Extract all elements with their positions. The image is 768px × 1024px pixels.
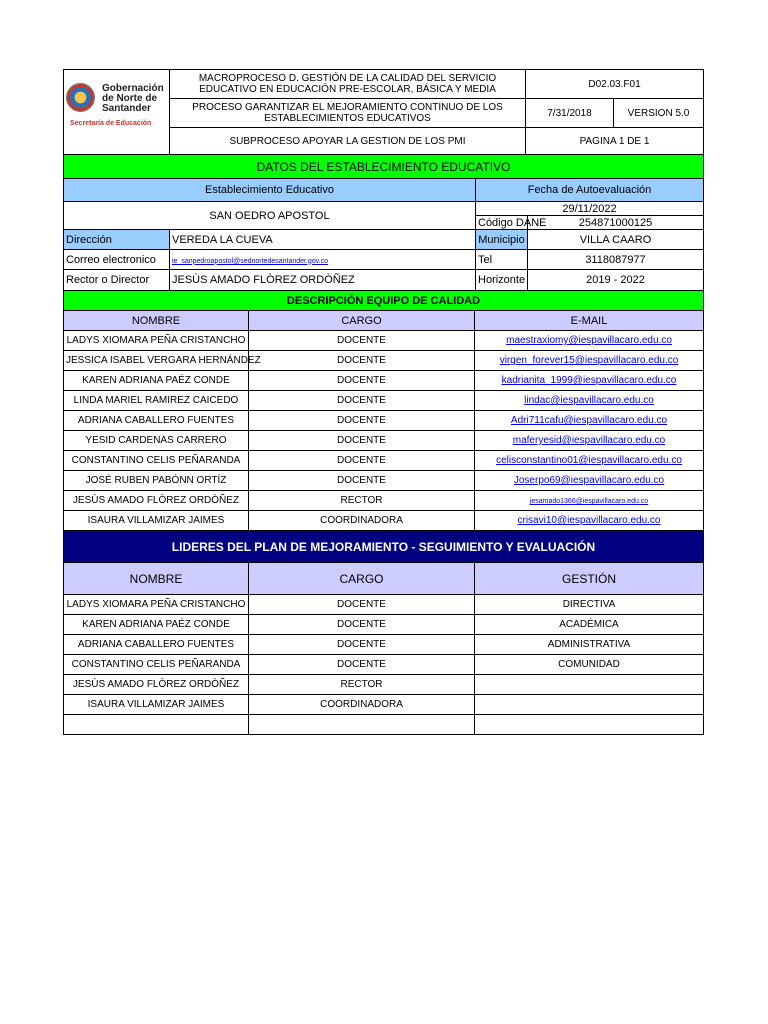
leader-cargo	[249, 715, 475, 735]
member-email-link[interactable]: kadrianita_1999@iespavillacaro.edu.co	[501, 375, 677, 386]
macroproceso-title: MACROPROCESO D. GESTIÓN DE LA CALIDAD DEL SERVICIO EDUCATIVO EN EDUCACIÓN PRE-ESCOLAR, BÁSICA Y MEDIA	[170, 70, 526, 99]
table-row	[64, 635, 704, 655]
lideres-col-nombre: NOMBRE	[64, 563, 249, 595]
member-cargo: DOCENTE	[249, 331, 475, 351]
equipo-title: DESCRIPCIÓN EQUIPO DE CALIDAD	[64, 291, 704, 311]
member-name: KAREN ADRIANA PAÉZ CONDE	[64, 371, 249, 391]
table-row	[64, 471, 704, 491]
lideres-col-cargo: CARGO	[249, 563, 475, 595]
member-cargo: DOCENTE	[249, 431, 475, 451]
leader-cargo: DOCENTE	[249, 595, 475, 615]
lideres-table	[63, 530, 704, 735]
leader-gestion	[475, 715, 704, 735]
member-name: CONSTANTINO CELIS PEÑARANDA	[64, 451, 249, 471]
leader-cargo: DOCENTE	[249, 615, 475, 635]
table-row	[64, 331, 704, 351]
member-name: ADRIANA CABALLERO FUENTES	[64, 411, 249, 431]
dane-value: 254871000125	[528, 216, 704, 230]
member-email-link[interactable]: maferyesid@iespavillacaro.edu.co	[512, 435, 666, 446]
horizonte-label: Horizonte	[476, 270, 528, 291]
equipo-col-cargo: CARGO	[249, 311, 475, 331]
member-cargo: DOCENTE	[249, 391, 475, 411]
member-name: ISAURA VILLAMIZAR JAIMES	[64, 511, 249, 531]
table-row	[64, 431, 704, 451]
member-cargo: DOCENTE	[249, 451, 475, 471]
leader-cargo: DOCENTE	[249, 655, 475, 675]
subproceso-title: SUBPROCESO APOYAR LA GESTION DE LOS PMI	[170, 128, 526, 155]
table-row	[64, 351, 704, 371]
leader-gestion: DIRECTIVA	[475, 595, 704, 615]
table-row	[64, 451, 704, 471]
member-cargo: RECTOR	[249, 491, 475, 511]
direccion-value: VEREDA LA CUEVA	[170, 230, 476, 250]
member-cargo: DOCENTE	[249, 411, 475, 431]
member-cargo: DOCENTE	[249, 371, 475, 391]
leader-name: KAREN ADRIANA PAÉZ CONDE	[64, 615, 249, 635]
equipo-table	[63, 290, 704, 531]
seal-icon	[66, 83, 95, 112]
correo-link[interactable]: ie_sanpedroapostol@sednortedesantander.gov.co	[172, 257, 329, 265]
member-email-link[interactable]: virgen_forever15@iespavillacaro.edu.co	[499, 355, 679, 366]
logo-cell	[64, 70, 170, 155]
dane-label: Código DANE	[476, 216, 528, 230]
leader-name: LADYS XIOMARA PEÑA CRISTANCHO	[64, 595, 249, 615]
member-email-link[interactable]: Adri711cafu@iespavillacaro.edu.co	[510, 415, 668, 426]
establecimiento-label: Establecimiento Educativo	[64, 179, 476, 202]
table-row	[64, 595, 704, 615]
logo-subtitle: Secretaría de Educación	[70, 120, 152, 127]
fecha-value: 29/11/2022	[476, 202, 704, 216]
leader-cargo: COORDINADORA	[249, 695, 475, 715]
member-email-link[interactable]: Joserpo69@iespavillacaro.edu.co	[513, 475, 665, 486]
municipio-value: VILLA CAARO	[528, 230, 704, 250]
member-name: JESÙS AMADO FLÒREZ ORDÒÑEZ	[64, 491, 249, 511]
rector-label: Rector o Director	[64, 270, 170, 291]
table-row	[64, 511, 704, 531]
table-row	[64, 655, 704, 675]
municipio-label: Municipio	[476, 230, 528, 250]
datos-title: DATOS DEL ESTABLECIMIENTO EDUCATIVO	[64, 155, 704, 179]
direccion-label: Dirección	[64, 230, 170, 250]
member-name: LADYS XIOMARA PEÑA CRISTANCHO	[64, 331, 249, 351]
horizonte-value: 2019 - 2022	[528, 270, 704, 291]
leader-name: CONSTANTINO CELIS PEÑARANDA	[64, 655, 249, 675]
equipo-col-email: E-MAIL	[475, 311, 704, 331]
document-date: 7/31/2018	[526, 99, 614, 128]
lideres-title: LIDERES DEL PLAN DE MEJORAMIENTO - SEGUIMIENTO Y EVALUACIÓN	[64, 531, 704, 563]
logo-text: Gobernación de Norte de Santander	[102, 83, 164, 114]
leader-gestion: COMUNIDAD	[475, 655, 704, 675]
leader-name: JESÙS AMADO FLÒREZ ORDÒÑEZ	[64, 675, 249, 695]
member-cargo: DOCENTE	[249, 351, 475, 371]
leader-gestion	[475, 675, 704, 695]
member-email-link[interactable]: crisavi10@iespavillacaro.edu.co	[517, 515, 661, 526]
member-email-link[interactable]: maestraxiomy@iespavillacaro.edu.co	[506, 335, 672, 346]
table-row	[64, 371, 704, 391]
document-code: D02.03.F01	[526, 70, 704, 99]
leader-gestion: ACADÉMICA	[475, 615, 704, 635]
table-row	[64, 411, 704, 431]
member-name: YESID CARDENAS CARRERO	[64, 431, 249, 451]
tel-label: Tel	[476, 250, 528, 270]
page-number: PAGINA 1 DE 1	[526, 128, 704, 155]
table-row	[64, 391, 704, 411]
establecimiento-value: SAN OEDRO APOSTOL	[64, 202, 476, 230]
leader-cargo: RECTOR	[249, 675, 475, 695]
leader-name	[64, 715, 249, 735]
leader-cargo: DOCENTE	[249, 635, 475, 655]
leader-gestion	[475, 695, 704, 715]
table-row	[64, 491, 704, 511]
member-email-link[interactable]: jesamado1366@iespavillacaro.edu.co	[529, 498, 649, 505]
document-sheet	[63, 69, 703, 735]
lideres-col-gestion: GESTIÓN	[475, 563, 704, 595]
header-table	[63, 69, 704, 155]
leader-name: ISAURA VILLAMIZAR JAIMES	[64, 695, 249, 715]
table-row	[64, 675, 704, 695]
equipo-col-nombre: NOMBRE	[64, 311, 249, 331]
tel-value: 3118087977	[528, 250, 704, 270]
proceso-title: PROCESO GARANTIZAR EL MEJORAMIENTO CONTINUO DE LOS ESTABLECIMIENTOS EDUCATIVOS	[170, 99, 526, 128]
table-row	[64, 615, 704, 635]
member-cargo: DOCENTE	[249, 471, 475, 491]
correo-label: Correo electronico	[64, 250, 170, 270]
member-name: JESSICA ISABEL VERGARA HERNÁNDEZ	[64, 351, 249, 371]
table-row	[64, 695, 704, 715]
fecha-label: Fecha de Autoevaluación	[476, 179, 704, 202]
member-name: LINDA MARIEL RAMIREZ CAICEDO	[64, 391, 249, 411]
member-cargo: COORDINADORA	[249, 511, 475, 531]
member-name: JOSÉ RUBEN PABÓNN ORTÍZ	[64, 471, 249, 491]
leader-name: ADRIANA CABALLERO FUENTES	[64, 635, 249, 655]
rector-value: JESÙS AMADO FLÒREZ ORDÒÑEZ	[170, 270, 476, 291]
document-version: VERSION 5.0	[614, 99, 704, 128]
member-email-link[interactable]: lindac@iespavillacaro.edu.co	[524, 395, 654, 406]
table-row	[64, 715, 704, 735]
member-email-link[interactable]: celisconstantino01@iespavillacaro.edu.co	[496, 455, 682, 466]
datos-table	[63, 154, 704, 291]
leader-gestion: ADMINISTRATIVA	[475, 635, 704, 655]
